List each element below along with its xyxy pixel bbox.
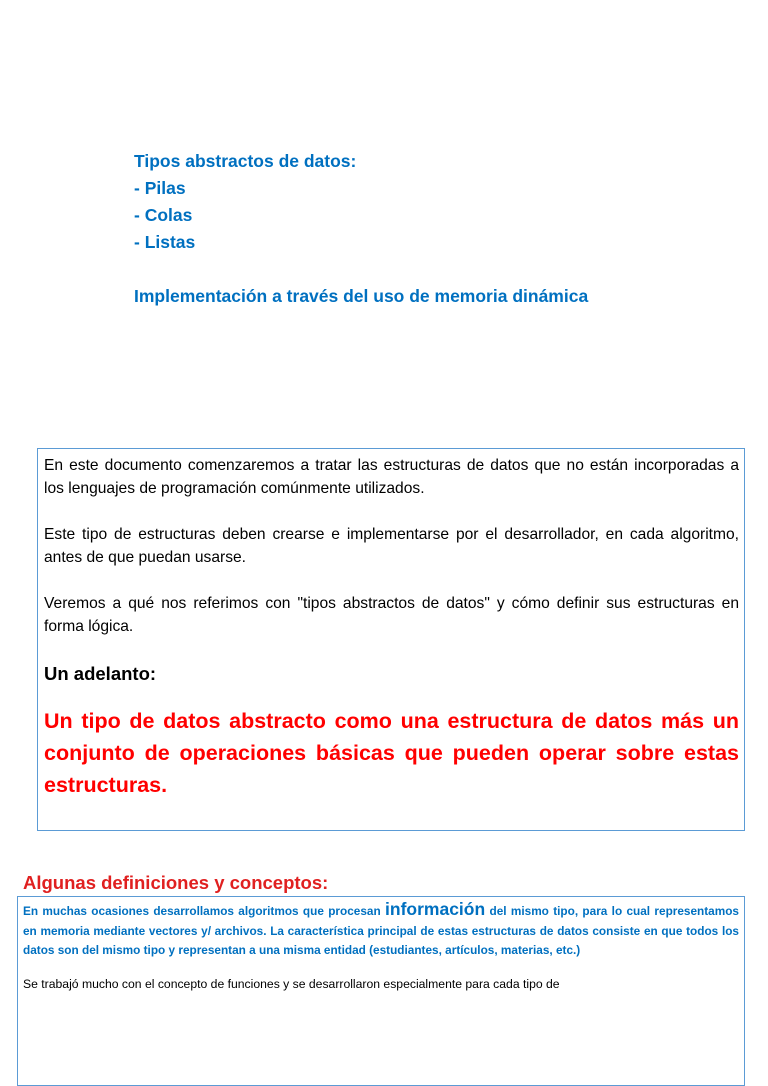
topics-block	[134, 148, 754, 310]
implementation-line: Implementación a través del uso de memoria dinámica	[134, 286, 589, 306]
adelanto-heading: Un adelanto:	[44, 663, 157, 684]
definitions-box	[17, 896, 745, 1086]
definitions-paragraph-1-end: del mismo tipo, para lo cual representamos en memoria mediante vectores y/ archivos. La característica principal de estas estructuras de datos consiste en que todos los datos son del mismo tipo y representan a una misma entidad (estudiantes, artículos, materias, etc.)	[23, 904, 739, 957]
definitions-paragraph-2: Se trabajó mucho con el concepto de funciones y se desarrollaron especialmente para cada tipo de	[23, 976, 560, 991]
definitions-heading: Algunas definiciones y conceptos:	[23, 872, 329, 893]
highlight-definition: Un tipo de datos abstracto como una estructura de datos más un conjunto de operaciones básicas que pueden operar sobre estas estructuras.	[44, 709, 739, 797]
topic-item-pilas: - Pilas	[134, 178, 186, 198]
definitions-paragraph-1-start: En muchas ocasiones desarrollamos algoritmos que procesan	[23, 904, 386, 918]
topic-item-listas: - Listas	[134, 232, 196, 252]
intro-paragraph-3: Veremos a qué nos referimos con "tipos abstractos de datos" y cómo definir sus estructuras en forma lógica.	[44, 595, 739, 635]
intro-paragraph-1: En este documento comenzaremos a tratar las estructuras de datos que no están incorporadas a los lenguajes de programación comúnmente utilizados.	[44, 457, 739, 497]
topic-item-colas: - Colas	[134, 205, 193, 225]
definitions-paragraph-1	[23, 900, 739, 961]
emphasis-word: información	[385, 899, 486, 919]
intro-paragraph-2: Este tipo de estructuras deben crearse e implementarse por el desarrollador, en cada algoritmo, antes de que puedan usarse.	[44, 526, 739, 566]
topics-title: Tipos abstractos de datos:	[134, 151, 357, 171]
intro-box	[37, 448, 745, 831]
